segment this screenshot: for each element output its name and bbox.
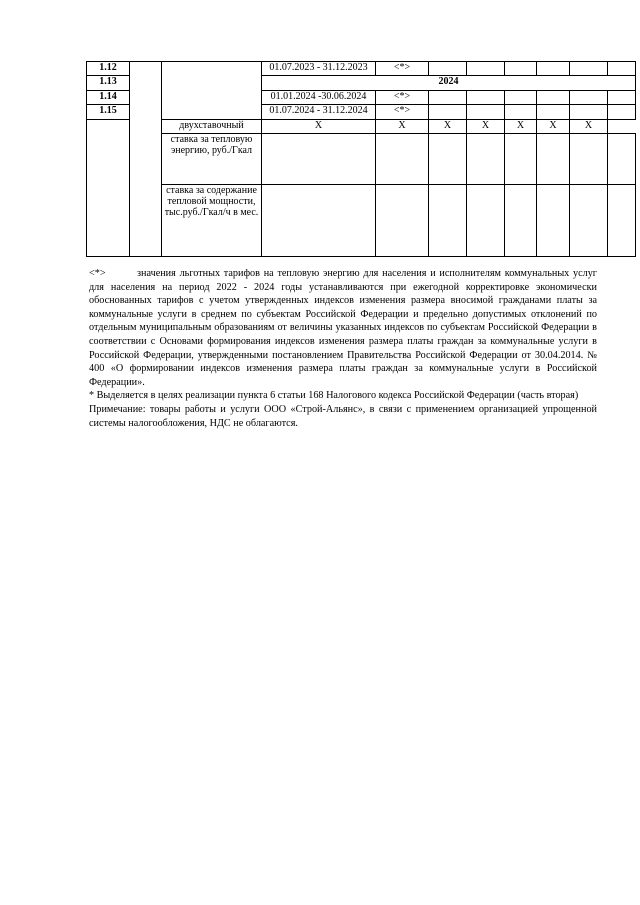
empty-cell bbox=[570, 62, 608, 76]
empty-cell bbox=[537, 91, 570, 105]
empty-cell bbox=[429, 134, 467, 185]
period-cell: 01.07.2024 - 31.12.2024 bbox=[262, 105, 376, 120]
table-row bbox=[87, 62, 636, 76]
footnote-paragraph bbox=[89, 267, 597, 389]
two-part-label: двухставочный bbox=[162, 120, 262, 134]
empty-cell bbox=[262, 134, 376, 185]
empty-cell bbox=[467, 185, 505, 257]
x-mark: Х bbox=[537, 120, 570, 134]
footnote-text: значения льготных тарифов на тепловую энергию для населения и исполнителям коммунальных услуг для населения на период 2022 - 2024 годы устанавливаются при ежегодной корректировке экономически обоснованных тарифов с учетом утвержденных индексов изменения размера вносимой гражданами платы за коммунальные услуги в среднем по субъектам Российской Федерации и предельно допустимых отклонений по отдельным муниципальным образованиям от величины указанных индексов по субъектам Российской Федерации в соответствии с Основами формирования индексов изменения размера платы граждан за коммунальные услуги в Российской Федерации, утвержденными постановлением Правительства Российской Федерации от 30.04.2014. № 400 «О формировании индексов изменения размера платы граждан за коммунальные услуги в Российской Федерации». bbox=[89, 268, 597, 388]
empty-cell bbox=[467, 91, 505, 105]
empty-cell bbox=[429, 62, 467, 76]
merged-cell bbox=[162, 62, 262, 120]
x-mark: Х bbox=[570, 120, 608, 134]
period-cell: 01.07.2023 - 31.12.2023 bbox=[262, 62, 376, 76]
empty-cell bbox=[537, 105, 570, 120]
mark-cell: <*> bbox=[376, 62, 429, 76]
empty-cell bbox=[608, 134, 636, 185]
row-number: 1.15 bbox=[87, 105, 130, 120]
empty-cell bbox=[376, 134, 429, 185]
empty-cell bbox=[537, 185, 570, 257]
empty-cell bbox=[570, 185, 608, 257]
empty-cell bbox=[429, 185, 467, 257]
empty-cell bbox=[429, 105, 467, 120]
empty-cell bbox=[608, 185, 636, 257]
empty-cell bbox=[467, 105, 505, 120]
empty-cell bbox=[537, 62, 570, 76]
footnote-marker: <*> bbox=[89, 268, 106, 279]
mark-cell: <*> bbox=[376, 105, 429, 120]
x-mark: Х bbox=[505, 120, 537, 134]
x-mark: Х bbox=[376, 120, 429, 134]
year-header: 2024 bbox=[262, 76, 636, 91]
empty-cell bbox=[505, 62, 537, 76]
empty-cell bbox=[429, 91, 467, 105]
empty-cell bbox=[537, 134, 570, 185]
empty-cell bbox=[505, 91, 537, 105]
table-row bbox=[87, 134, 636, 185]
empty-cell bbox=[467, 62, 505, 76]
row-number: 1.13 bbox=[87, 76, 130, 91]
mark-cell: <*> bbox=[376, 91, 429, 105]
empty-cell bbox=[570, 105, 608, 120]
tariff-table bbox=[86, 61, 636, 257]
empty-cell bbox=[570, 134, 608, 185]
merged-cell bbox=[130, 62, 162, 257]
empty-cell bbox=[570, 91, 608, 105]
period-cell: 01.01.2024 -30.06.2024 bbox=[262, 91, 376, 105]
remark: Примечание: товары работы и услуги ООО «Строй-Альянс», в связи с применением организацией упрощенной системы налогообложения, НДС не облагаются. bbox=[89, 403, 597, 429]
empty-cell bbox=[262, 185, 376, 257]
table-row bbox=[87, 120, 636, 134]
empty-cell bbox=[505, 134, 537, 185]
empty-cell bbox=[608, 105, 636, 120]
notes-section bbox=[89, 267, 597, 430]
table-row bbox=[87, 185, 636, 257]
empty-cell bbox=[505, 185, 537, 257]
x-mark: Х bbox=[262, 120, 376, 134]
row-number: 1.12 bbox=[87, 62, 130, 76]
row-number: 1.14 bbox=[87, 91, 130, 105]
empty-cell bbox=[608, 62, 636, 76]
capacity-rate-label: ставка за содержание тепловой мощности, тыс.руб./Гкал/ч в мес. bbox=[162, 185, 262, 257]
x-mark: Х bbox=[429, 120, 467, 134]
empty-cell bbox=[505, 105, 537, 120]
empty-cell bbox=[467, 134, 505, 185]
merged-cell bbox=[87, 120, 130, 257]
energy-rate-label: ставка за тепловую энергию, руб./Гкал bbox=[162, 134, 262, 185]
x-mark: Х bbox=[467, 120, 505, 134]
empty-cell bbox=[608, 91, 636, 105]
vat-note: * Выделяется в целях реализации пункта 6 статьи 168 Налогового кодекса Российской Федерации (часть вторая) bbox=[89, 390, 579, 402]
empty-cell bbox=[376, 185, 429, 257]
